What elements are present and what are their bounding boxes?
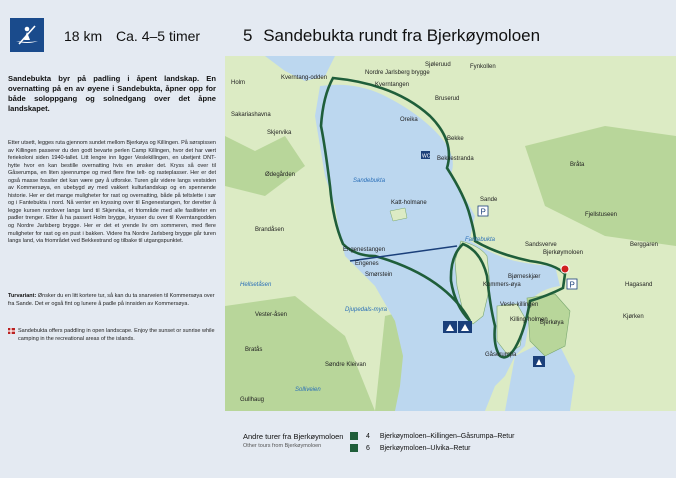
map-label: Oreika: [400, 117, 418, 123]
other-tours-subtitle: Other tours from Bjerkøymoloen: [243, 443, 322, 449]
parking-icon: [567, 279, 577, 290]
map-label: Sandsverve: [525, 242, 557, 248]
map-label: Bjerkøymoloen: [543, 250, 584, 256]
map-label: Kommers-øya: [483, 282, 521, 288]
turvariant-paragraph: [8, 293, 216, 308]
map-label: Bratås: [245, 347, 263, 353]
description-column: [0, 70, 225, 478]
map-label: Brandåsen: [255, 227, 285, 233]
map-label: Engenes: [355, 261, 379, 267]
map-label: Katt-holmane: [391, 200, 427, 206]
map-label: Vesle-killingen: [500, 302, 539, 308]
start-marker-icon[interactable]: [561, 265, 569, 273]
svg-text:P: P: [569, 280, 575, 290]
map-label: Nordre Jarlsberg brygge: [365, 70, 430, 76]
map-label: Bråta: [570, 162, 585, 168]
tent-icon: [443, 321, 457, 333]
map-label: Solliveien: [295, 387, 321, 393]
map-label: Holm: [231, 80, 246, 86]
map-label: Bjerkøya: [540, 320, 564, 326]
route-title: Sandebukta rundt fra Bjerkøymoloen: [263, 26, 541, 45]
tent-icon: [458, 321, 472, 333]
other-tours-title: Andre turer fra Bjerkøymoloen: [243, 432, 344, 441]
route-number: 5: [243, 26, 253, 45]
map-label: Vester-åsen: [255, 312, 288, 318]
map-label: Engenestangen: [343, 247, 386, 253]
map-label: Bekke: [447, 136, 464, 142]
route-color-icon: [350, 444, 358, 452]
map-label: Smørstein: [365, 272, 393, 278]
map-label: Fynkollen: [470, 64, 496, 70]
map-label: Fjellstuseen: [585, 212, 618, 218]
map-label: Gåserumpa: [485, 352, 517, 358]
route-map[interactable]: [225, 56, 676, 411]
header-panel-left: [0, 0, 225, 70]
tent-icon: [533, 356, 545, 367]
svg-text:P: P: [480, 207, 486, 217]
map-label: Killing-holmen: [510, 317, 548, 323]
map-label: Søndre Kleivan: [325, 362, 367, 368]
map-label: Berggaren: [630, 242, 659, 248]
map-label: Bekkestranda: [437, 156, 474, 162]
route-color-icon: [350, 432, 358, 440]
map-label: Fantebukta: [465, 237, 496, 243]
map-label: Kverntangen: [375, 82, 410, 88]
tour-stats: [64, 28, 210, 44]
map-label: Ødegården: [265, 172, 296, 178]
map-label: Bruserud: [435, 96, 460, 102]
parking-icon: [478, 206, 488, 217]
map-label: Sande: [480, 197, 498, 203]
duration: Ca. 4–5 timer: [116, 28, 201, 44]
map-label: Kverntang-odden: [281, 75, 328, 81]
footer-panel: [225, 411, 676, 478]
distance: 18 km: [64, 28, 103, 44]
map-label: Sakariashavna: [231, 112, 271, 118]
map-label: Hellsetåsen: [240, 282, 272, 288]
map-label: Skjervika: [267, 130, 292, 136]
kayak-icon: [10, 18, 44, 52]
svg-text:WC: WC: [422, 153, 431, 160]
flag-icon: [8, 328, 15, 334]
map-label: Hagasand: [625, 282, 653, 288]
tour-name: Bjerkøymoloen–Ulvika–Retur: [379, 444, 471, 452]
tour-name: Bjerkøymoloen–Killingen–Gåsrumpa–Retur: [379, 432, 515, 440]
tour-number: 6: [365, 444, 370, 452]
bay-label: Sandebukta: [353, 178, 386, 184]
turvariant-text: Ønsker du en litt kortere tur, så kan du ta snarveien til Kommersøya over fra Sande. Det er også fint og lunere å padle på innsiden av Kommersøya.: [8, 293, 215, 307]
map-label: Gullhaug: [240, 397, 265, 403]
tour-link-4[interactable]: [350, 432, 514, 440]
body-paragraph: Etter utsett, legges ruta gjennom sundet mellom Bjerkøya og Killingen. På sørspissen av Killingen passerer du den godt bevarte perlen Camp Killingen, hvor det har vært feriekoloni siden 1940-tallet. Litt lengre inn ligger Veslekillingen, en ubetjent DNT-hytte hvor en kan bestille overnatting hvis en ønsker det. Kryss så over til Gåserumpa, en liten sjeenrumpe og med flere fine telt- og rasteplasser. Her er det også masse fossiler det kan være gøy å utforske. Turen går videre langs vestsiden av Kommersøya, en ubebygd øy med vakkert kulturlandskap og en spennende historie. Her er det mange muligheter for rast og overnatting, både på teltslette i sør og i Fantebukta i nord. Nå venter en kryssing over til Engenestangen, for deretter å legge kursen nordover langs land til Skjervika, et friområde med alle fasiliteter en padler trenger. Etter å ha passert Holm brygge, krysser du over til Kverntangodden og Nordre Jarlsberg brygge. Her er det et yrende liv om sommeren, med flere muligheter for rast og en pust i bakken. Videre fra Nordre Jarlsberg brygge går turen langs land, via friområdet ved Bekkestrand og tilbake til utgangspunktet.: [8, 140, 216, 245]
tour-number: 4: [365, 432, 370, 440]
lead-paragraph: Sandebukta byr på padling i åpent landskap. En overnatting på en av øyene i Sandebukta, åpner opp for både soloppgang og solnedgang over det åpne landskapet.: [8, 74, 216, 113]
page-title: [243, 26, 540, 46]
map-label: Bjørneskjær: [508, 274, 541, 280]
tour-link-6[interactable]: [350, 444, 470, 452]
map-svg: [225, 56, 676, 411]
english-paragraph: [8, 328, 216, 343]
map-label: Sjøleruud: [425, 62, 451, 68]
map-label: Kjørken: [623, 314, 644, 320]
turvariant-label: Turvariant:: [8, 293, 37, 299]
map-label: Djupedals-myra: [345, 307, 388, 313]
english-text: Sandebukta offers paddling in open landscape. Enjoy the sunset or sunrise while camping in the recreational areas of the islands.: [18, 328, 215, 342]
wc-icon: [421, 151, 431, 160]
